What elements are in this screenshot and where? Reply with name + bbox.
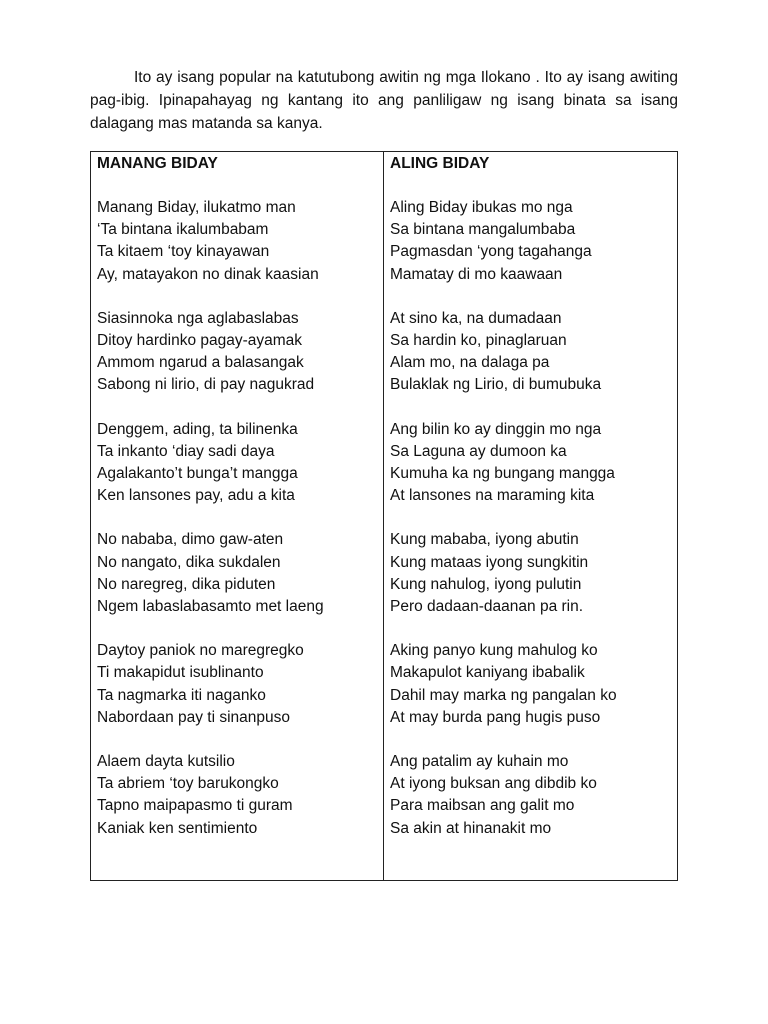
poem-line: Ang bilin ko ay dinggin mo nga: [390, 420, 602, 438]
poem-line: Siasinnoka nga aglabaslabas: [97, 309, 299, 327]
stanza: [390, 197, 671, 286]
poem-line: Kaniak ken sentimiento: [97, 819, 258, 837]
poem-line: Manang Biday, ilukatmo man: [97, 199, 296, 216]
stanza: [390, 308, 671, 397]
poem-line: Agalakanto’t bunga’t mangga: [97, 465, 298, 483]
poem-line: No nababa, dimo gaw-aten: [97, 531, 284, 549]
poem-line: Pero dadaan-daanan pa rin.: [390, 598, 584, 616]
poem-line: Kung mataas iyong sungkitin: [390, 553, 589, 571]
poem-line: Kumuha ka ng bungang mangga: [390, 465, 615, 483]
poem-line: Alaem dayta kutsilio: [97, 753, 235, 771]
poem-line: Ditoy hardinko pagay-ayamak: [97, 332, 303, 350]
poem-line: Alam mo, na dalaga pa: [390, 354, 550, 372]
poem-line: At iyong buksan ang dibdib ko: [390, 775, 597, 793]
stanza: [97, 308, 377, 397]
stanza: [97, 197, 377, 286]
stanza: [97, 419, 377, 508]
poem-comparison-table: [90, 151, 678, 881]
poem-line: Bulaklak ng Lirio, di bumubuka: [390, 376, 602, 394]
poem-line: Sabong ni lirio, di pay nagukrad: [97, 376, 315, 394]
stanza: [390, 751, 671, 840]
poem-line: Aling Biday ibukas mo nga: [390, 199, 573, 216]
poem-line: At may burda pang hugis puso: [390, 708, 601, 726]
poem-line: Tapno maipapasmo ti guram: [97, 797, 293, 815]
poem-line: Sa hardin ko, pinaglaruan: [390, 332, 567, 350]
stanza: [97, 529, 377, 618]
column-title: ALING BIDAY: [390, 155, 490, 172]
poem-line: Dahil may marka ng pangalan ko: [390, 686, 617, 704]
poem-line: Nabordaan pay ti sinanpuso: [97, 708, 291, 726]
column-manang-biday: [91, 152, 384, 880]
poem-line: ‘Ta bintana ikalumbabam: [97, 221, 269, 239]
poem-line: At sino ka, na dumadaan: [390, 309, 562, 327]
stanza: [390, 640, 671, 729]
poem-line: Daytoy paniok no maregregko: [97, 642, 304, 660]
poem-line: Sa akin at hinanakit mo: [390, 819, 552, 837]
intro-paragraph: Ito ay isang popular na katutubong awitin ng mga Ilokano . Ito ay isang awiting pag-ibig. Ipinapahayag ng kantang ito ang panliligaw ng isang binata sa isang dalagang mas matanda sa kanya.: [90, 69, 678, 132]
poem-line: Ta kitaem ‘toy kinayawan: [97, 243, 270, 261]
poem-line: Kung mababa, iyong abutin: [390, 531, 579, 549]
poem-line: Pagmasdan ‘yong tagahanga: [390, 243, 592, 261]
poem-line: Ken lansones pay, adu a kita: [97, 487, 295, 505]
poem-line: Ang patalim ay kuhain mo: [390, 753, 569, 771]
poem-line: Denggem, ading, ta bilinenka: [97, 420, 298, 438]
column-title: MANANG BIDAY: [97, 155, 218, 172]
column-aling-biday: [384, 152, 677, 880]
poem-line: Makapulot kaniyang ibabalik: [390, 664, 585, 682]
poem-line: Sa bintana mangalumbaba: [390, 221, 576, 239]
poem-line: Ta inkanto ‘diay sadi daya: [97, 442, 275, 460]
poem-line: Sa Laguna ay dumoon ka: [390, 442, 567, 460]
poem-line: Ammom ngarud a balasangak: [97, 354, 304, 372]
stanza: [390, 529, 671, 618]
poem-line: Ay, matayakon no dinak kaasian: [97, 265, 319, 283]
poem-line: Kung nahulog, iyong pulutin: [390, 575, 582, 593]
poem-line: Mamatay di mo kaawaan: [390, 265, 563, 283]
poem-line: Aking panyo kung mahulog ko: [390, 642, 598, 660]
poem-line: Ngem labaslabasamto met laeng: [97, 598, 324, 616]
poem-line: No nangato, dika sukdalen: [97, 553, 281, 571]
stanza: [390, 419, 671, 508]
stanza: [97, 640, 377, 729]
stanza: [97, 751, 377, 840]
poem-line: Ti makapidut isublinanto: [97, 664, 264, 682]
poem-line: At lansones na maraming kita: [390, 487, 595, 505]
poem-line: Ta nagmarka iti naganko: [97, 686, 266, 704]
poem-line: Ta abriem ‘toy barukongko: [97, 775, 279, 793]
poem-line: No naregreg, dika piduten: [97, 575, 276, 593]
poem-line: Para maibsan ang galit mo: [390, 797, 575, 815]
